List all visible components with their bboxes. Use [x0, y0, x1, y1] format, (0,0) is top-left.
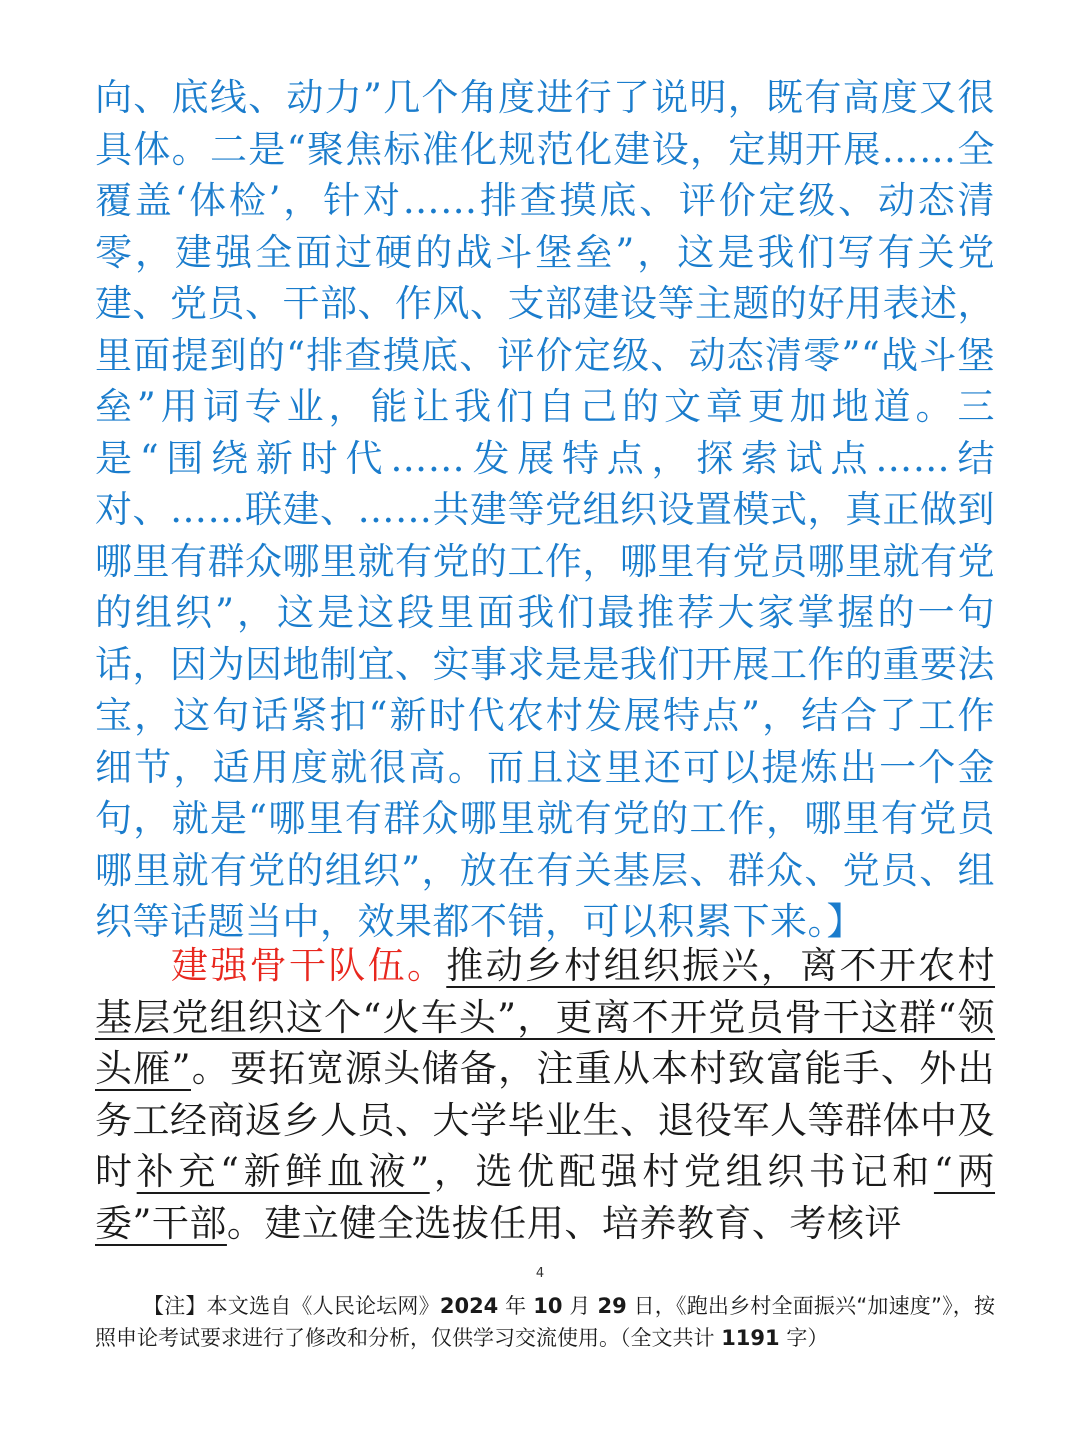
- footnote: [95, 1290, 995, 1354]
- footnote-day: 29: [597, 1294, 627, 1318]
- analysis-comment: [95, 72, 995, 948]
- footnote-month-unit: 月: [562, 1294, 598, 1318]
- section-heading: 建强骨干队伍。: [171, 944, 447, 987]
- footnote-year: 2024: [439, 1294, 499, 1318]
- underlined-phrase: 推动乡村组织振兴，离不开农村基层党组织这个“火车头”，更离不开党员骨干这群“领头雁”: [95, 944, 996, 1090]
- footnote-month: 10: [533, 1294, 563, 1318]
- underlined-phrase: 补充“新鲜血液”: [136, 1150, 430, 1193]
- body-text: 。要拓宽源头储备，注重从本村致富能手、外出务工经商返乡人员、大学毕业生、退役军人等群体中及时: [95, 1047, 996, 1193]
- footnote-day-unit: 日，《跑出乡村全面振兴“加速度”》，按照申论考试要求进行了修改和分析，仅供学习交流使用。（全文共计: [95, 1294, 995, 1350]
- body-text: 。建立健全选拔任用、培养教育、考核评: [226, 1201, 902, 1245]
- analysis-comment-text: 向、底线、动力”几个角度进行了说明，既有高度又很具体。二是“聚焦标准化规范化建设，定期开展……全覆盖‘体检’，针对……排查摸底、评价定级、动态清零，建强全面过硬的战斗堡垒”，这是我们写有关党建、党员、干部、作风、支部建设等主题的好用表述，里面提到的“排查摸底、评价定级、动态清零”“战斗堡垒”用词专业，能让我们自己的文章更加地道。三是“围绕新时代……发展特点，探索试点……结对、……联建、……共建等党组织设置模式，真正做到哪里有群众哪里就有党的工作，哪里有党员哪里就有党的组织”，这是这段里面我们最推荐大家掌握的一句话，因为因地制宜、实事求是是我们开展工作的重要法宝，这句话紧扣“新时代农村发展特点”，结合了工作细节，适用度就很高。而且这里还可以提炼出一个金句，就是“哪里有群众哪里就有党的工作，哪里有党员哪里就有党的组织”，放在有关基层、群众、党员、组织等话题当中，效果都不错，可以积累下来。】: [95, 76, 995, 943]
- footnote-suffix: 字）: [779, 1326, 829, 1350]
- underlined-phrase: “两委”干部: [95, 1150, 996, 1245]
- body-text: ，选优配强村党组织书记和: [429, 1150, 934, 1193]
- footnote-word-count: 1191: [721, 1326, 780, 1350]
- footnote-year-unit: 年: [498, 1294, 534, 1318]
- page-number: 4: [535, 1266, 545, 1281]
- footnote-prefix: 【注】本文选自《人民论坛网》: [143, 1294, 440, 1318]
- body-paragraph: [95, 940, 995, 1249]
